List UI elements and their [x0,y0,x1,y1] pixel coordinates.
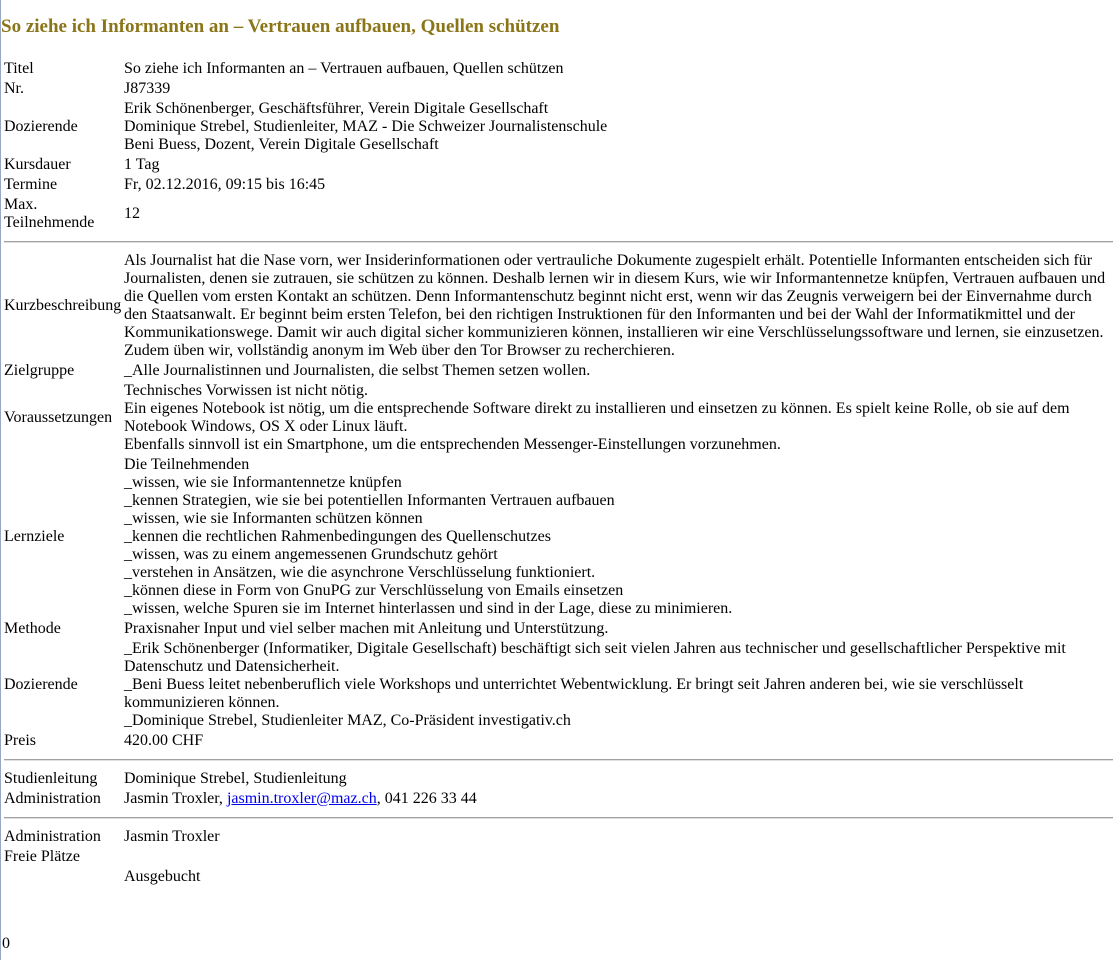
voraussetzung-line: Ein eigenes Notebook ist nötig, um die entsprechende Software direkt zu installieren und einsetzen zu können. Es spielt keine Rolle, ob sie auf dem Notebook Windows, OS X oder Linux läuft. [124,400,1070,435]
admin-phone: , 041 226 33 44 [376,790,477,807]
admin-name: Jasmin Troxler, [124,790,227,807]
label-max-teilnehmende [4,196,122,232]
dozent-line: Dominique Strebel, Studienleiter, MAZ - Die Schweizer Journalistenschule [124,118,608,135]
separator [4,234,1113,250]
row-administration-availability [4,828,1113,846]
lernziel-line: _können diese in Form von GnuPG zur Verschlüsselung von Emails einsetzen [124,582,624,599]
value-kurzbeschreibung: Als Journalist hat die Nase vorn, wer Insiderinformationen oder vertrauliche Dokumente zugespielt erhält. Potentielle Informanten entscheiden sich für Journalisten, denen sie zutrauen, sie schützen zu können. Deshalb lernen wir in diesem Kurs, wie wir Informantennetze knüpfen, Vertrauen aufbauen und die Quellen vom ersten Kontakt an schützen. Denn Informantenschutz beginnt nicht erst, wenn wir das Zeugnis verweigern bei der Einvernahme durch den Staatsanwalt. Er beginnt beim ersten Telefon, bei den richtigen Instruktionen für den Informanten und bei der Wahl der Informatikmittel und der Kommunikationswege. Damit wir auch digital sicher kommunizieren können, installieren wir eine Verschlüsselungssoftware und lernen, sie einzusetzen. Zudem üben wir, vollständig anonym im Web über den Tor Browser zu recherchieren. [124,252,1106,359]
row-termine [4,176,1113,194]
divider [4,241,1113,243]
lernziel-line: _kennen die rechtlichen Rahmenbedingungen des Quellenschutzes [124,528,551,545]
lernziel-line: _wissen, wie sie Informantennetze knüpfen [124,474,402,491]
value-preis: 420.00 CHF [124,732,204,749]
separator [4,810,1113,826]
row-status [4,868,1113,886]
value-nr: J87339 [124,80,171,97]
value-kursdauer: 1 Tag [124,156,160,173]
lernziel-line: _verstehen in Ansätzen, wie die asynchrone Verschlüsselung funktioniert. [124,564,596,581]
lernziel-line: _wissen, was zu einem angemessenen Grundschutz gehört [124,546,498,563]
label-preis: Preis [4,732,36,749]
value-termine: Fr, 02.12.2016, 09:15 bis 16:45 [124,176,326,193]
lernziel-line: _wissen, wie sie Informanten schützen können [124,510,423,527]
dozent-line: Beni Buess, Dozent, Verein Digitale Gesellschaft [124,136,439,153]
label-methode: Methode [4,620,61,637]
row-voraussetzungen [4,382,1113,454]
divider [4,759,1113,761]
row-nr [4,80,1113,98]
value-status: Ausgebucht [124,868,201,885]
bio-line: _Erik Schönenberger (Informatiker, Digitale Gesellschaft) beschäftigt sich seit vielen Jahren aus technischer und gesellschaftlicher Perspektive mit Datenschutz und Datensicherheit. [124,640,1066,675]
voraussetzung-line: Technisches Vorwissen ist nicht nötig. [124,382,369,399]
course-details-table [2,58,1113,888]
row-lernziele [4,456,1113,618]
label-zielgruppe: Zielgruppe [4,362,75,379]
value-max-teilnehmende: 12 [124,205,140,222]
value-dozierende-bio [124,640,1113,730]
row-freie-plaetze [4,848,1113,866]
row-administration-contact [4,790,1113,808]
label-voraussetzungen: Voraussetzungen [4,409,113,426]
row-studienleitung [4,770,1113,788]
separator [4,752,1113,768]
value-studienleitung: Dominique Strebel, Studienleitung [124,770,347,787]
label-max-line1: Max. [4,196,38,213]
dozent-line: Erik Schönenberger, Geschäftsführer, Verein Digitale Gesellschaft [124,100,549,117]
value-methode: Praxisnaher Input und viel selber machen mit Anleitung und Unterstützung. [124,620,609,637]
label-administration: Administration [4,790,101,807]
lernziel-line: Die Teilnehmenden [124,456,250,473]
footer-counter: 0 [2,935,10,952]
value-dozierende [124,100,1113,154]
row-methode [4,620,1113,638]
label-status-empty [4,868,122,886]
bio-line: _Dominique Strebel, Studienleiter MAZ, Co-Präsident investigativ.ch [124,712,571,729]
label-administration-2: Administration [4,828,101,845]
value-voraussetzungen [124,382,1113,454]
value-freie-plaetze [124,848,1113,866]
row-zielgruppe [4,362,1113,380]
label-nr: Nr. [4,80,24,97]
divider [4,817,1113,819]
bio-line: _Beni Buess leitet nebenberuflich viele Workshops und unterrichtet Webentwicklung. Er bringt seit Jahren anderen bei, wie sie verschlüsselt kommunizieren können. [124,676,1024,711]
left-border [0,0,1,960]
voraussetzung-line: Ebenfalls sinnvoll ist ein Smartphone, um die entsprechenden Messenger-Einstellungen vorzunehmen. [124,436,781,453]
row-dozierende-bio [4,640,1113,730]
value-zielgruppe: _Alle Journalistinnen und Journalisten, die selbst Themen setzen wollen. [124,362,591,379]
label-termine: Termine [4,176,58,193]
label-kursdauer: Kursdauer [4,156,71,173]
value-titel: So ziehe ich Informanten an – Vertrauen aufbauen, Quellen schützen [124,60,564,77]
label-freie-plaetze: Freie Plätze [4,848,80,865]
row-preis [4,732,1113,750]
label-lernziele: Lernziele [4,528,65,545]
label-dozierende: Dozierende [4,118,78,135]
label-titel: Titel [4,60,34,77]
label-max-line2: Teilnehmende [4,214,95,231]
label-studienleitung: Studienleitung [4,770,98,787]
admin-email-link[interactable]: jasmin.troxler@maz.ch [226,790,377,807]
page-title: So ziehe ich Informanten an – Vertrauen aufbauen, Quellen schützen [1,16,560,37]
row-dozierende [4,100,1113,154]
value-lernziele [124,456,1113,618]
lernziel-line: _wissen, welche Spuren sie im Internet hinterlassen und sind in der Lage, diese zu minimieren. [124,600,733,617]
row-kurzbeschreibung [4,252,1113,360]
value-administration-2: Jasmin Troxler [124,828,220,845]
row-max-teilnehmende [4,196,1113,232]
value-administration [124,790,1113,808]
row-kursdauer [4,156,1113,174]
row-titel [4,60,1113,78]
label-dozierende-bio: Dozierende [4,676,78,693]
label-kurzbeschreibung: Kurzbeschreibung [4,297,122,314]
lernziel-line: _kennen Strategien, wie sie bei potentiellen Informanten Vertrauen aufbauen [124,492,615,509]
